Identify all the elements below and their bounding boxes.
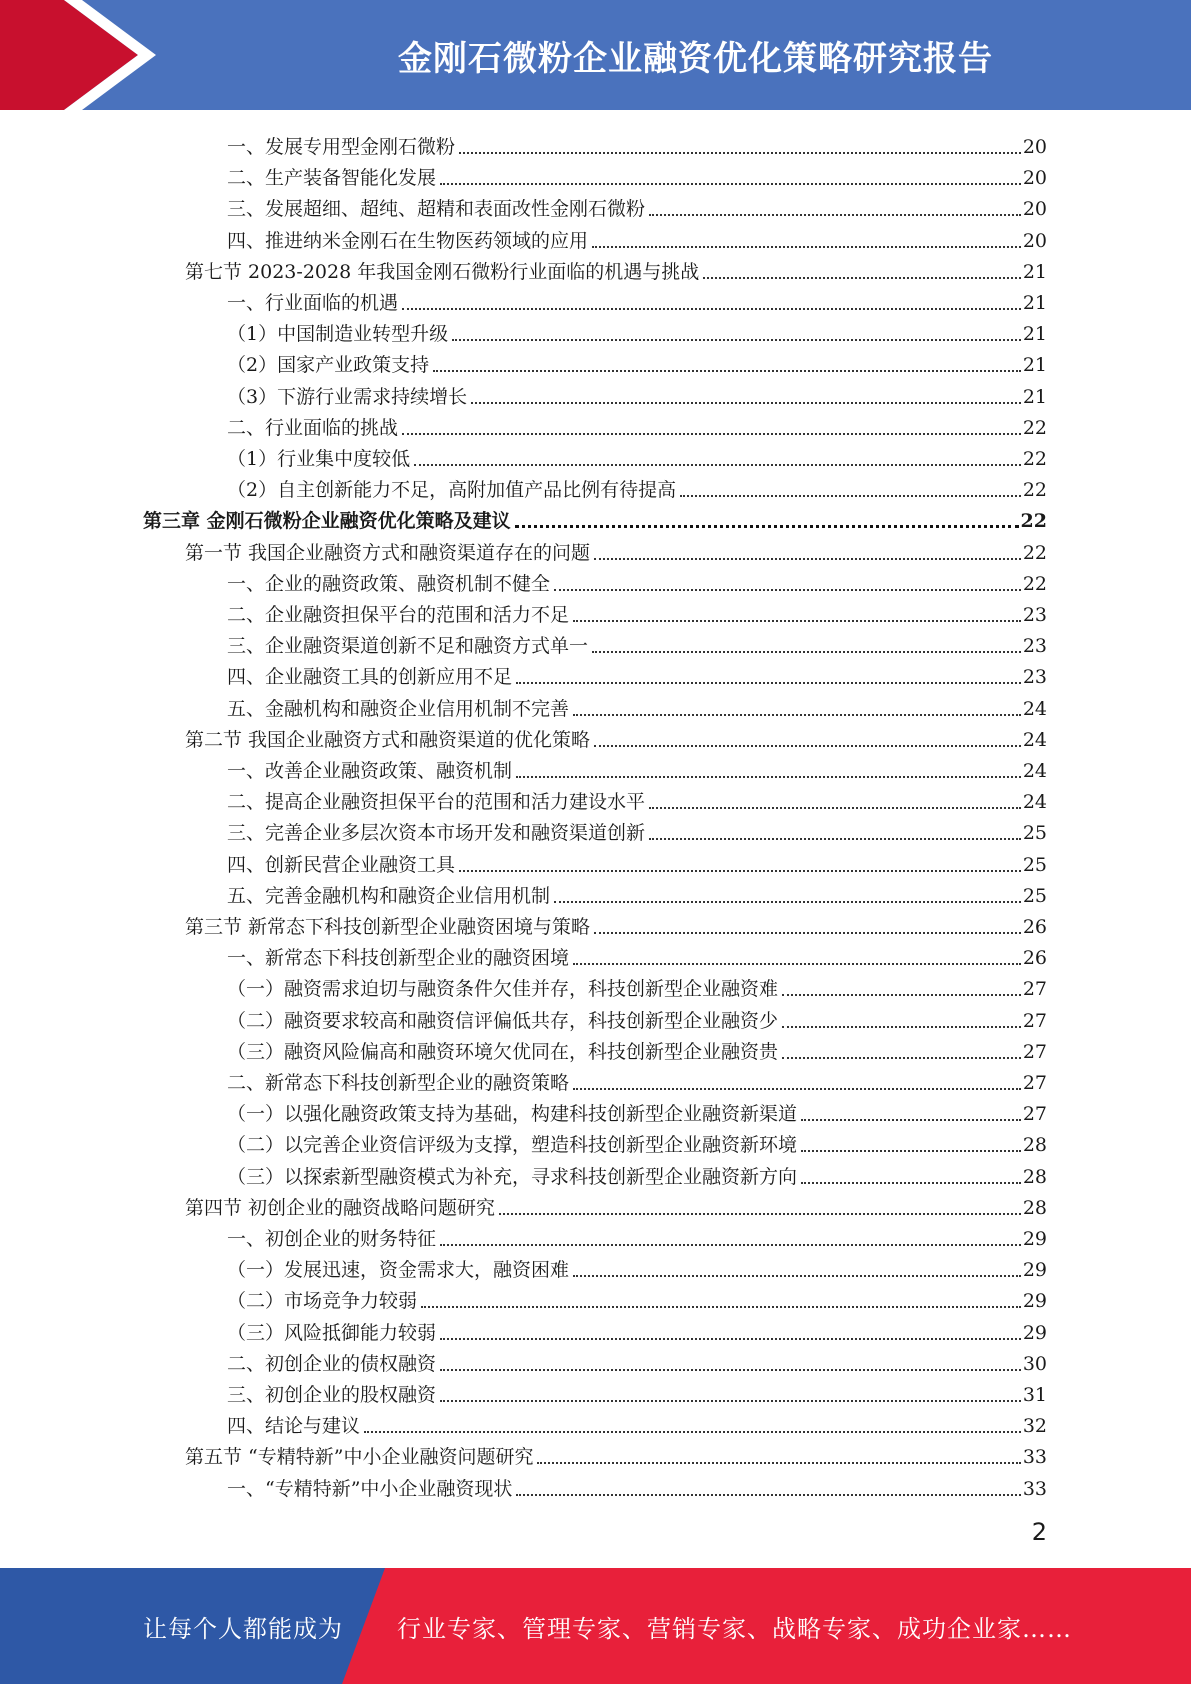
toc-entry[interactable] xyxy=(227,1158,1047,1189)
toc-entry-page: 21 xyxy=(1022,323,1047,346)
toc-entry-label: 五、完善金融机构和融资企业信用机制 xyxy=(227,884,551,907)
toc-entry-page: 27 xyxy=(1022,978,1047,1001)
toc-dot-leader xyxy=(554,589,1021,591)
toc-entry[interactable] xyxy=(227,627,1047,658)
toc-entry-page: 24 xyxy=(1022,760,1047,782)
toc-entry-label: 二、初创企业的债权融资 xyxy=(227,1352,437,1375)
toc-entry[interactable] xyxy=(227,752,1047,783)
toc-dot-leader xyxy=(573,1275,1021,1277)
toc-entry[interactable] xyxy=(227,690,1047,721)
toc-dot-leader xyxy=(649,838,1021,840)
toc-entry-label: 第三章 金刚石微粉企业融资优化策略及建议 xyxy=(143,510,511,533)
toc-entry[interactable] xyxy=(227,1033,1047,1064)
toc-entry[interactable] xyxy=(227,565,1047,596)
toc-entry-label: 四、结论与建议 xyxy=(227,1415,361,1438)
toc-chapter-entry[interactable] xyxy=(143,502,1047,533)
toc-dot-leader xyxy=(440,1338,1021,1340)
toc-entry-page: 23 xyxy=(1022,666,1047,689)
toc-entry-label: 一、企业的融资政策、融资机制不健全 xyxy=(227,572,551,595)
toc-entry[interactable] xyxy=(227,1002,1047,1033)
toc-entry-label: 二、行业面临的挑战 xyxy=(227,416,399,439)
toc-entry-label: 一、“专精特新”中小企业融资现状 xyxy=(227,1477,513,1500)
report-title: 金刚石微粉企业融资优化策略研究报告 xyxy=(398,38,993,79)
toc-entry[interactable] xyxy=(227,1376,1047,1407)
toc-dot-leader xyxy=(801,1150,1021,1152)
toc-entry-page: 22 xyxy=(1022,572,1047,595)
toc-entry-label: （一）融资需求迫切与融资条件欠佳并存，科技创新型企业融资难 xyxy=(227,978,779,1001)
toc-entry-label: （3）下游行业需求持续增长 xyxy=(227,385,468,408)
toc-entry-page: 26 xyxy=(1022,916,1047,938)
header-banner xyxy=(0,0,1191,110)
toc-dot-leader xyxy=(440,1244,1021,1246)
toc-dot-leader xyxy=(801,1119,1021,1121)
toc-dot-leader xyxy=(592,246,1021,248)
page-number: 2 xyxy=(1031,1518,1047,1546)
toc-entry-label: 第五节 “专精特新”中小企业融资问题研究 xyxy=(185,1446,534,1469)
toc-entry-label: 二、提高企业融资担保平台的范围和活力建设水平 xyxy=(227,791,646,814)
toc-entry[interactable] xyxy=(227,1126,1047,1157)
toc-dot-leader xyxy=(680,495,1021,497)
toc-entry-page: 20 xyxy=(1022,167,1047,190)
toc-entry-page: 22 xyxy=(1020,510,1047,533)
toc-dot-leader xyxy=(471,402,1021,404)
toc-entry-label: （2）自主创新能力不足，高附加值产品比例有待提高 xyxy=(227,479,677,502)
toc-dot-leader xyxy=(782,1057,1021,1059)
toc-dot-leader xyxy=(649,807,1021,809)
toc-entry-page: 23 xyxy=(1022,635,1047,658)
toc-entry-page: 21 xyxy=(1022,354,1047,377)
toc-entry[interactable] xyxy=(227,1407,1047,1438)
toc-dot-leader xyxy=(573,963,1021,965)
toc-entry-page: 29 xyxy=(1022,1259,1047,1282)
footer-slogan-left: 让每个人都能成为 xyxy=(143,1614,343,1643)
toc-entry-page: 23 xyxy=(1022,604,1047,626)
toc-dot-leader xyxy=(499,1213,1021,1215)
toc-entry-page: 21 xyxy=(1022,385,1047,408)
toc-entry-label: （二）市场竞争力较弱 xyxy=(227,1290,418,1313)
toc-entry-label: 第七节 2023-2028 年我国金刚石微粉行业面临的机遇与挑战 xyxy=(185,260,700,283)
footer-banner xyxy=(0,1568,1191,1684)
toc-entry-page: 26 xyxy=(1022,947,1047,970)
toc-dot-leader xyxy=(440,183,1021,185)
toc-entry-page: 30 xyxy=(1022,1352,1047,1375)
toc-entry-label: 一、改善企业融资政策、融资机制 xyxy=(227,760,513,782)
toc-section-entry[interactable] xyxy=(185,253,1047,284)
toc-entry[interactable] xyxy=(227,1345,1047,1376)
toc-dot-leader xyxy=(433,370,1021,372)
toc-entry-label: （1）行业集中度较低 xyxy=(227,448,411,470)
toc-entry[interactable] xyxy=(227,471,1047,502)
toc-dot-leader xyxy=(364,1431,1021,1433)
toc-entry-label: （三）以探索新型融资模式为补充，寻求科技创新型企业融资新方向 xyxy=(227,1165,798,1188)
toc-entry-page: 27 xyxy=(1022,1103,1047,1126)
toc-entry-page: 29 xyxy=(1022,1228,1047,1250)
toc-entry-page: 27 xyxy=(1022,1009,1047,1032)
toc-entry-label: （1）中国制造业转型升级 xyxy=(227,323,449,346)
toc-entry-label: 二、企业融资担保平台的范围和活力不足 xyxy=(227,604,570,626)
toc-dot-leader xyxy=(554,901,1021,903)
toc-entry-label: 三、初创企业的股权融资 xyxy=(227,1384,437,1406)
toc-entry-label: 一、新常态下科技创新型企业的融资困境 xyxy=(227,947,570,970)
toc-entry[interactable] xyxy=(227,284,1047,315)
toc-entry-label: （二）融资要求较高和融资信评偏低共存，科技创新型企业融资少 xyxy=(227,1009,779,1032)
toc-entry[interactable] xyxy=(227,1251,1047,1282)
toc-entry-label: 三、发展超细、超纯、超精和表面改性金刚石微粉 xyxy=(227,198,646,221)
toc-entry-label: 第四节 初创企业的融资战略问题研究 xyxy=(185,1196,496,1219)
toc-dot-leader xyxy=(459,152,1021,154)
toc-entry-page: 33 xyxy=(1022,1446,1047,1469)
toc-entry-page: 24 xyxy=(1022,728,1047,751)
toc-dot-leader xyxy=(594,932,1021,934)
toc-entry[interactable] xyxy=(227,939,1047,970)
toc-dot-leader xyxy=(703,277,1021,279)
toc-dot-leader xyxy=(573,1088,1021,1090)
toc-entry-label: 五、金融机构和融资企业信用机制不完善 xyxy=(227,697,570,720)
toc-entry[interactable] xyxy=(227,159,1047,190)
toc-entry[interactable] xyxy=(227,222,1047,253)
toc-entry-page: 21 xyxy=(1022,292,1047,314)
toc-entry-page: 27 xyxy=(1022,1040,1047,1063)
toc-dot-leader xyxy=(801,1182,1021,1184)
toc-entry-label: 四、企业融资工具的创新应用不足 xyxy=(227,666,513,689)
toc-entry[interactable] xyxy=(227,783,1047,814)
toc-entry-label: 一、初创企业的财务特征 xyxy=(227,1228,437,1250)
toc-entry-page: 31 xyxy=(1022,1384,1047,1406)
toc-entry-page: 24 xyxy=(1022,697,1047,720)
toc-entry[interactable] xyxy=(227,970,1047,1001)
toc-dot-leader xyxy=(537,1462,1020,1464)
toc-entry-page: 32 xyxy=(1022,1415,1047,1438)
toc-entry-page: 21 xyxy=(1022,260,1047,283)
toc-entry-label: 三、完善企业多层次资本市场开发和融资渠道创新 xyxy=(227,822,646,845)
toc-entry-label: 三、企业融资渠道创新不足和融资方式单一 xyxy=(227,635,589,658)
toc-entry[interactable] xyxy=(227,814,1047,845)
toc-dot-leader xyxy=(421,1306,1021,1308)
toc-entry-page: 20 xyxy=(1022,229,1047,252)
toc-entry-label: （三）融资风险偏高和融资环境欠优同在，科技创新型企业融资贵 xyxy=(227,1040,779,1063)
toc-entry-page: 28 xyxy=(1022,1134,1047,1157)
toc-entry-label: （三）风险抵御能力较弱 xyxy=(227,1321,437,1344)
toc-dot-leader xyxy=(440,1400,1021,1402)
toc-entry-page: 25 xyxy=(1022,822,1047,845)
toc-entry-label: 一、发展专用型金刚石微粉 xyxy=(227,136,456,158)
toc-dot-leader xyxy=(782,1026,1021,1028)
toc-entry-page: 22 xyxy=(1022,541,1047,564)
toc-entry[interactable] xyxy=(227,596,1047,627)
toc-entry[interactable] xyxy=(227,1220,1047,1251)
toc-entry[interactable] xyxy=(227,1282,1047,1313)
toc-entry-page: 22 xyxy=(1022,479,1047,502)
toc-section-entry[interactable] xyxy=(185,721,1047,752)
toc-entry[interactable] xyxy=(227,1095,1047,1126)
toc-entry-page: 28 xyxy=(1022,1196,1047,1219)
toc-dot-leader xyxy=(516,1494,1020,1496)
toc-entry-label: 二、生产装备智能化发展 xyxy=(227,167,437,190)
toc-dot-leader xyxy=(782,994,1021,996)
toc-entry-label: 一、行业面临的机遇 xyxy=(227,292,399,314)
toc-dot-leader xyxy=(516,776,1021,778)
toc-entry[interactable] xyxy=(227,409,1047,440)
toc-entry-label: 四、创新民营企业融资工具 xyxy=(227,853,456,876)
toc-entry-page: 27 xyxy=(1022,1072,1047,1094)
toc-section-entry[interactable] xyxy=(185,908,1047,939)
toc-entry-label: （一）发展迅速，资金需求大，融资困难 xyxy=(227,1259,570,1282)
toc-dot-leader xyxy=(649,214,1021,216)
toc-dot-leader xyxy=(594,558,1021,560)
header-arrow-icon xyxy=(0,0,200,110)
toc-entry-label: 第二节 我国企业融资方式和融资渠道的优化策略 xyxy=(185,728,591,751)
toc-entry[interactable] xyxy=(227,1470,1047,1501)
toc-entry-label: 第三节 新常态下科技创新型企业融资困境与策略 xyxy=(185,916,591,938)
toc-dot-leader xyxy=(515,525,1019,528)
toc-entry[interactable] xyxy=(227,1064,1047,1095)
toc-entry-page: 22 xyxy=(1022,416,1047,439)
toc-entry[interactable] xyxy=(227,315,1047,346)
toc-dot-leader xyxy=(402,308,1021,310)
footer-slogan-right: 行业专家、管理专家、营销专家、战略专家、成功企业家…… xyxy=(397,1614,1072,1643)
toc-entry-page: 29 xyxy=(1022,1321,1047,1344)
toc-dot-leader xyxy=(440,1369,1021,1371)
toc-entry-label: （二）以完善企业资信评级为支撑，塑造科技创新型企业融资新环境 xyxy=(227,1134,798,1157)
toc-entry[interactable] xyxy=(227,1314,1047,1345)
toc-dot-leader xyxy=(573,620,1021,622)
toc-dot-leader xyxy=(452,339,1021,341)
toc-entry-label: 四、推进纳米金刚石在生物医药领域的应用 xyxy=(227,229,589,252)
toc-entry[interactable] xyxy=(227,190,1047,221)
toc-entry-page: 25 xyxy=(1022,853,1047,876)
toc-entry-page: 20 xyxy=(1022,198,1047,221)
toc-section-entry[interactable] xyxy=(185,1438,1047,1469)
toc-entry-page: 28 xyxy=(1022,1165,1047,1188)
toc-entry-label: （2）国家产业政策支持 xyxy=(227,354,430,377)
toc-entry-page: 20 xyxy=(1022,136,1047,158)
toc-entry-label: 二、新常态下科技创新型企业的融资策略 xyxy=(227,1072,570,1094)
toc-dot-leader xyxy=(414,464,1021,466)
toc-entry-page: 22 xyxy=(1022,448,1047,470)
toc-dot-leader xyxy=(592,651,1021,653)
toc-section-entry[interactable] xyxy=(185,534,1047,565)
toc-dot-leader xyxy=(459,870,1021,872)
toc-entry[interactable] xyxy=(227,378,1047,409)
toc-entry-label: 第一节 我国企业融资方式和融资渠道存在的问题 xyxy=(185,541,591,564)
toc-entry[interactable] xyxy=(227,846,1047,877)
toc-entry-page: 29 xyxy=(1022,1290,1047,1313)
toc-dot-leader xyxy=(594,745,1021,747)
toc-entry-page: 25 xyxy=(1022,884,1047,907)
toc-dot-leader xyxy=(573,714,1021,716)
toc-entry[interactable] xyxy=(227,128,1047,159)
toc-section-entry[interactable] xyxy=(185,1189,1047,1220)
toc-entry-page: 24 xyxy=(1022,791,1047,814)
toc-entry[interactable] xyxy=(227,440,1047,471)
toc-entry[interactable] xyxy=(227,346,1047,377)
toc-dot-leader xyxy=(402,433,1021,435)
toc-entry[interactable] xyxy=(227,877,1047,908)
toc-entry-label: （一）以强化融资政策支持为基础，构建科技创新型企业融资新渠道 xyxy=(227,1103,798,1126)
toc-entry[interactable] xyxy=(227,658,1047,689)
toc-dot-leader xyxy=(516,682,1021,684)
toc-entry-page: 33 xyxy=(1022,1477,1047,1500)
